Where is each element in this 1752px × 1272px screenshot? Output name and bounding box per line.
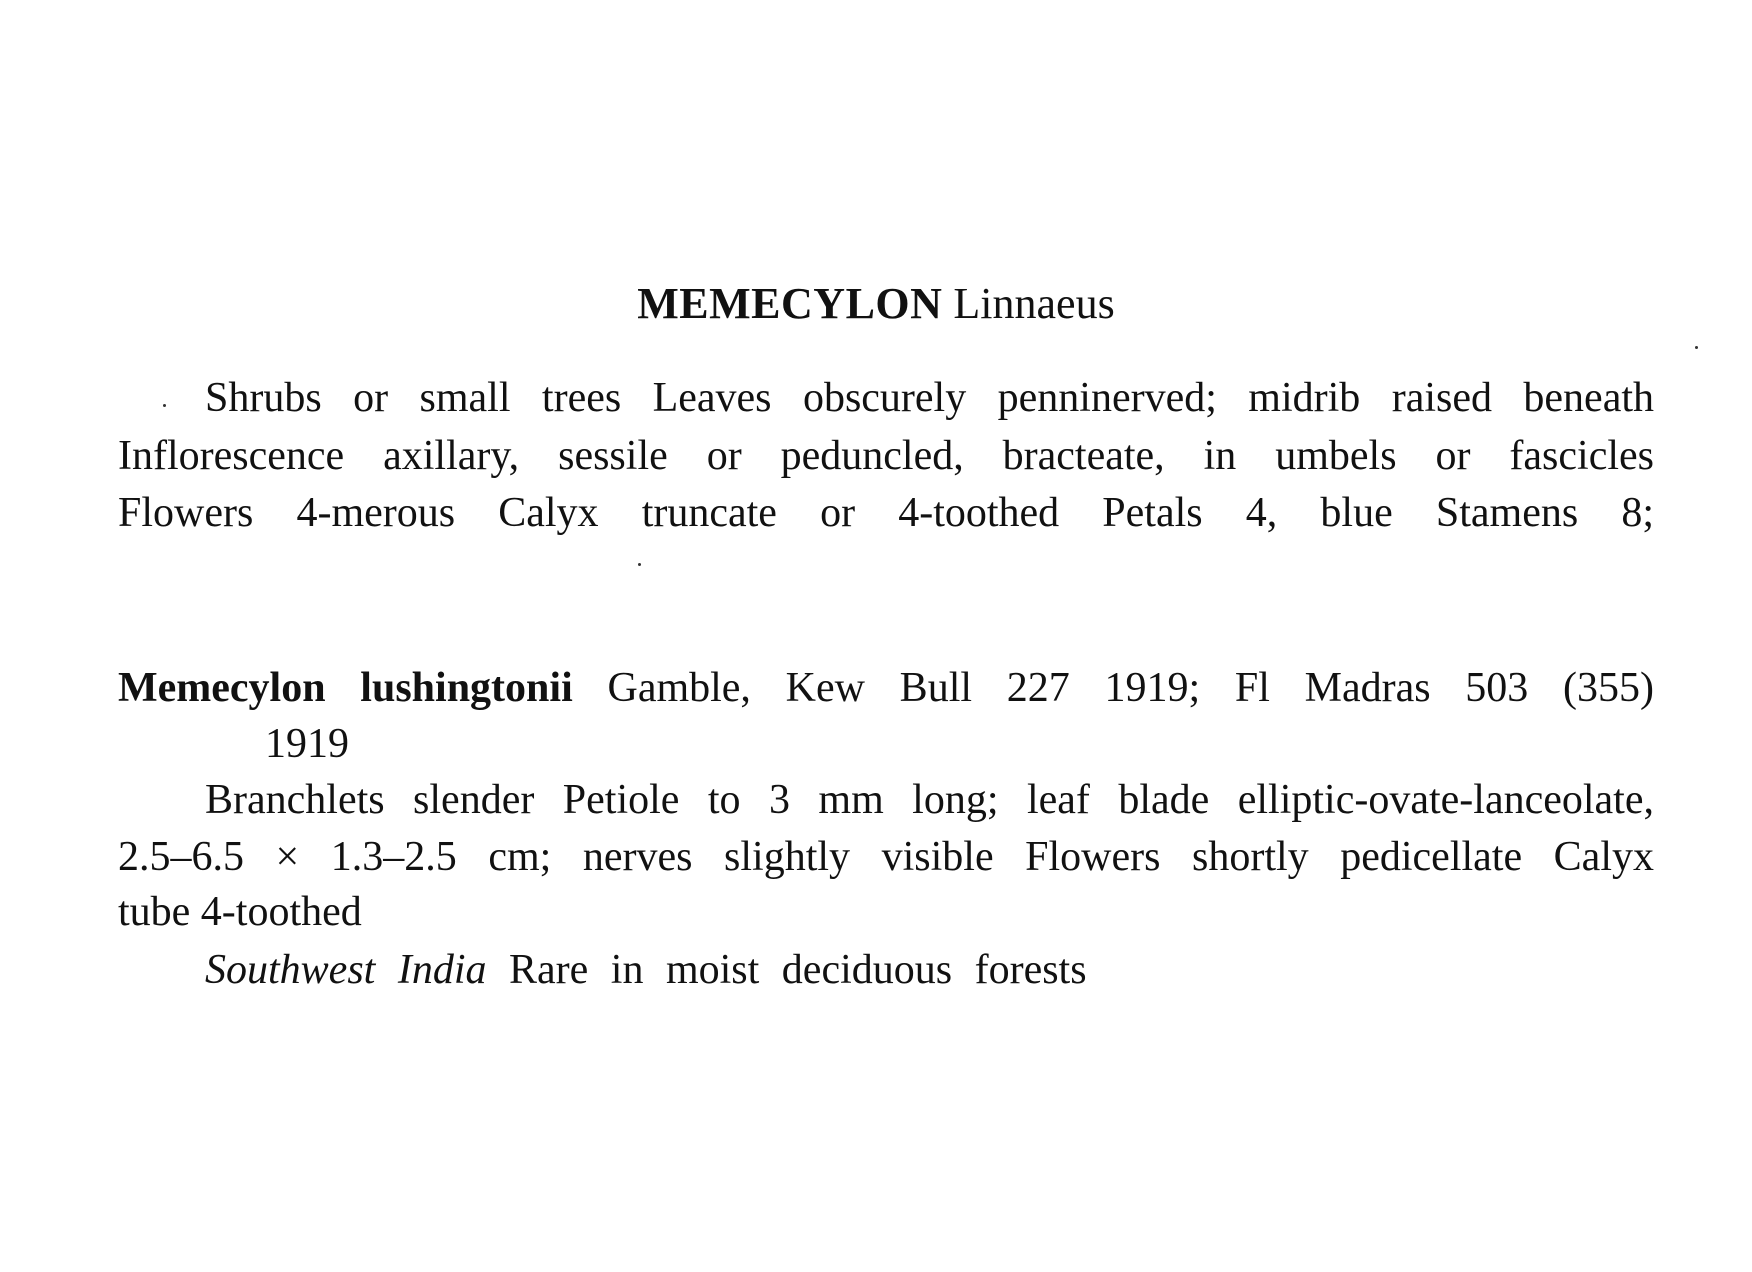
genus-description-line-2: Inflorescence axillary, sessile or peduncled, bracteate, in umbels or fascicles bbox=[118, 433, 1654, 479]
species-description-line-2: 2.5–6.5 × 1.3–2.5 cm; nerves slightly visible Flowers shortly pedicellate Calyx bbox=[118, 834, 1654, 880]
genus-name: MEMECYLON bbox=[637, 279, 943, 328]
scan-speck bbox=[638, 563, 641, 566]
species-description-line-3: tube 4-toothed bbox=[118, 889, 362, 935]
distribution-habitat: Rare in moist deciduous forests bbox=[509, 947, 1087, 993]
species-description-line-1: Branchlets slender Petiole to 3 mm long; leaf blade elliptic-ovate-lanceolate, bbox=[205, 777, 1654, 823]
scan-speck bbox=[163, 404, 166, 407]
species-citation-year: 1919 bbox=[265, 721, 349, 767]
genus-description-line-3: Flowers 4-merous Calyx truncate or 4-toothed Petals 4, blue Stamens 8; bbox=[118, 490, 1654, 536]
scan-speck bbox=[1695, 346, 1698, 349]
distribution-region: Southwest India bbox=[205, 947, 487, 993]
species-distribution bbox=[205, 944, 1654, 996]
genus-authority: Linnaeus bbox=[953, 279, 1115, 328]
species-heading bbox=[118, 662, 1654, 714]
species-citation: Gamble, Kew Bull 227 1919; Fl Madras 503 (355) bbox=[607, 665, 1654, 711]
genus-heading bbox=[0, 278, 1752, 330]
genus-description-line-1: Shrubs or small trees Leaves obscurely penninerved; midrib raised beneath bbox=[205, 375, 1654, 421]
species-name: Memecylon lushingtonii bbox=[118, 665, 573, 711]
